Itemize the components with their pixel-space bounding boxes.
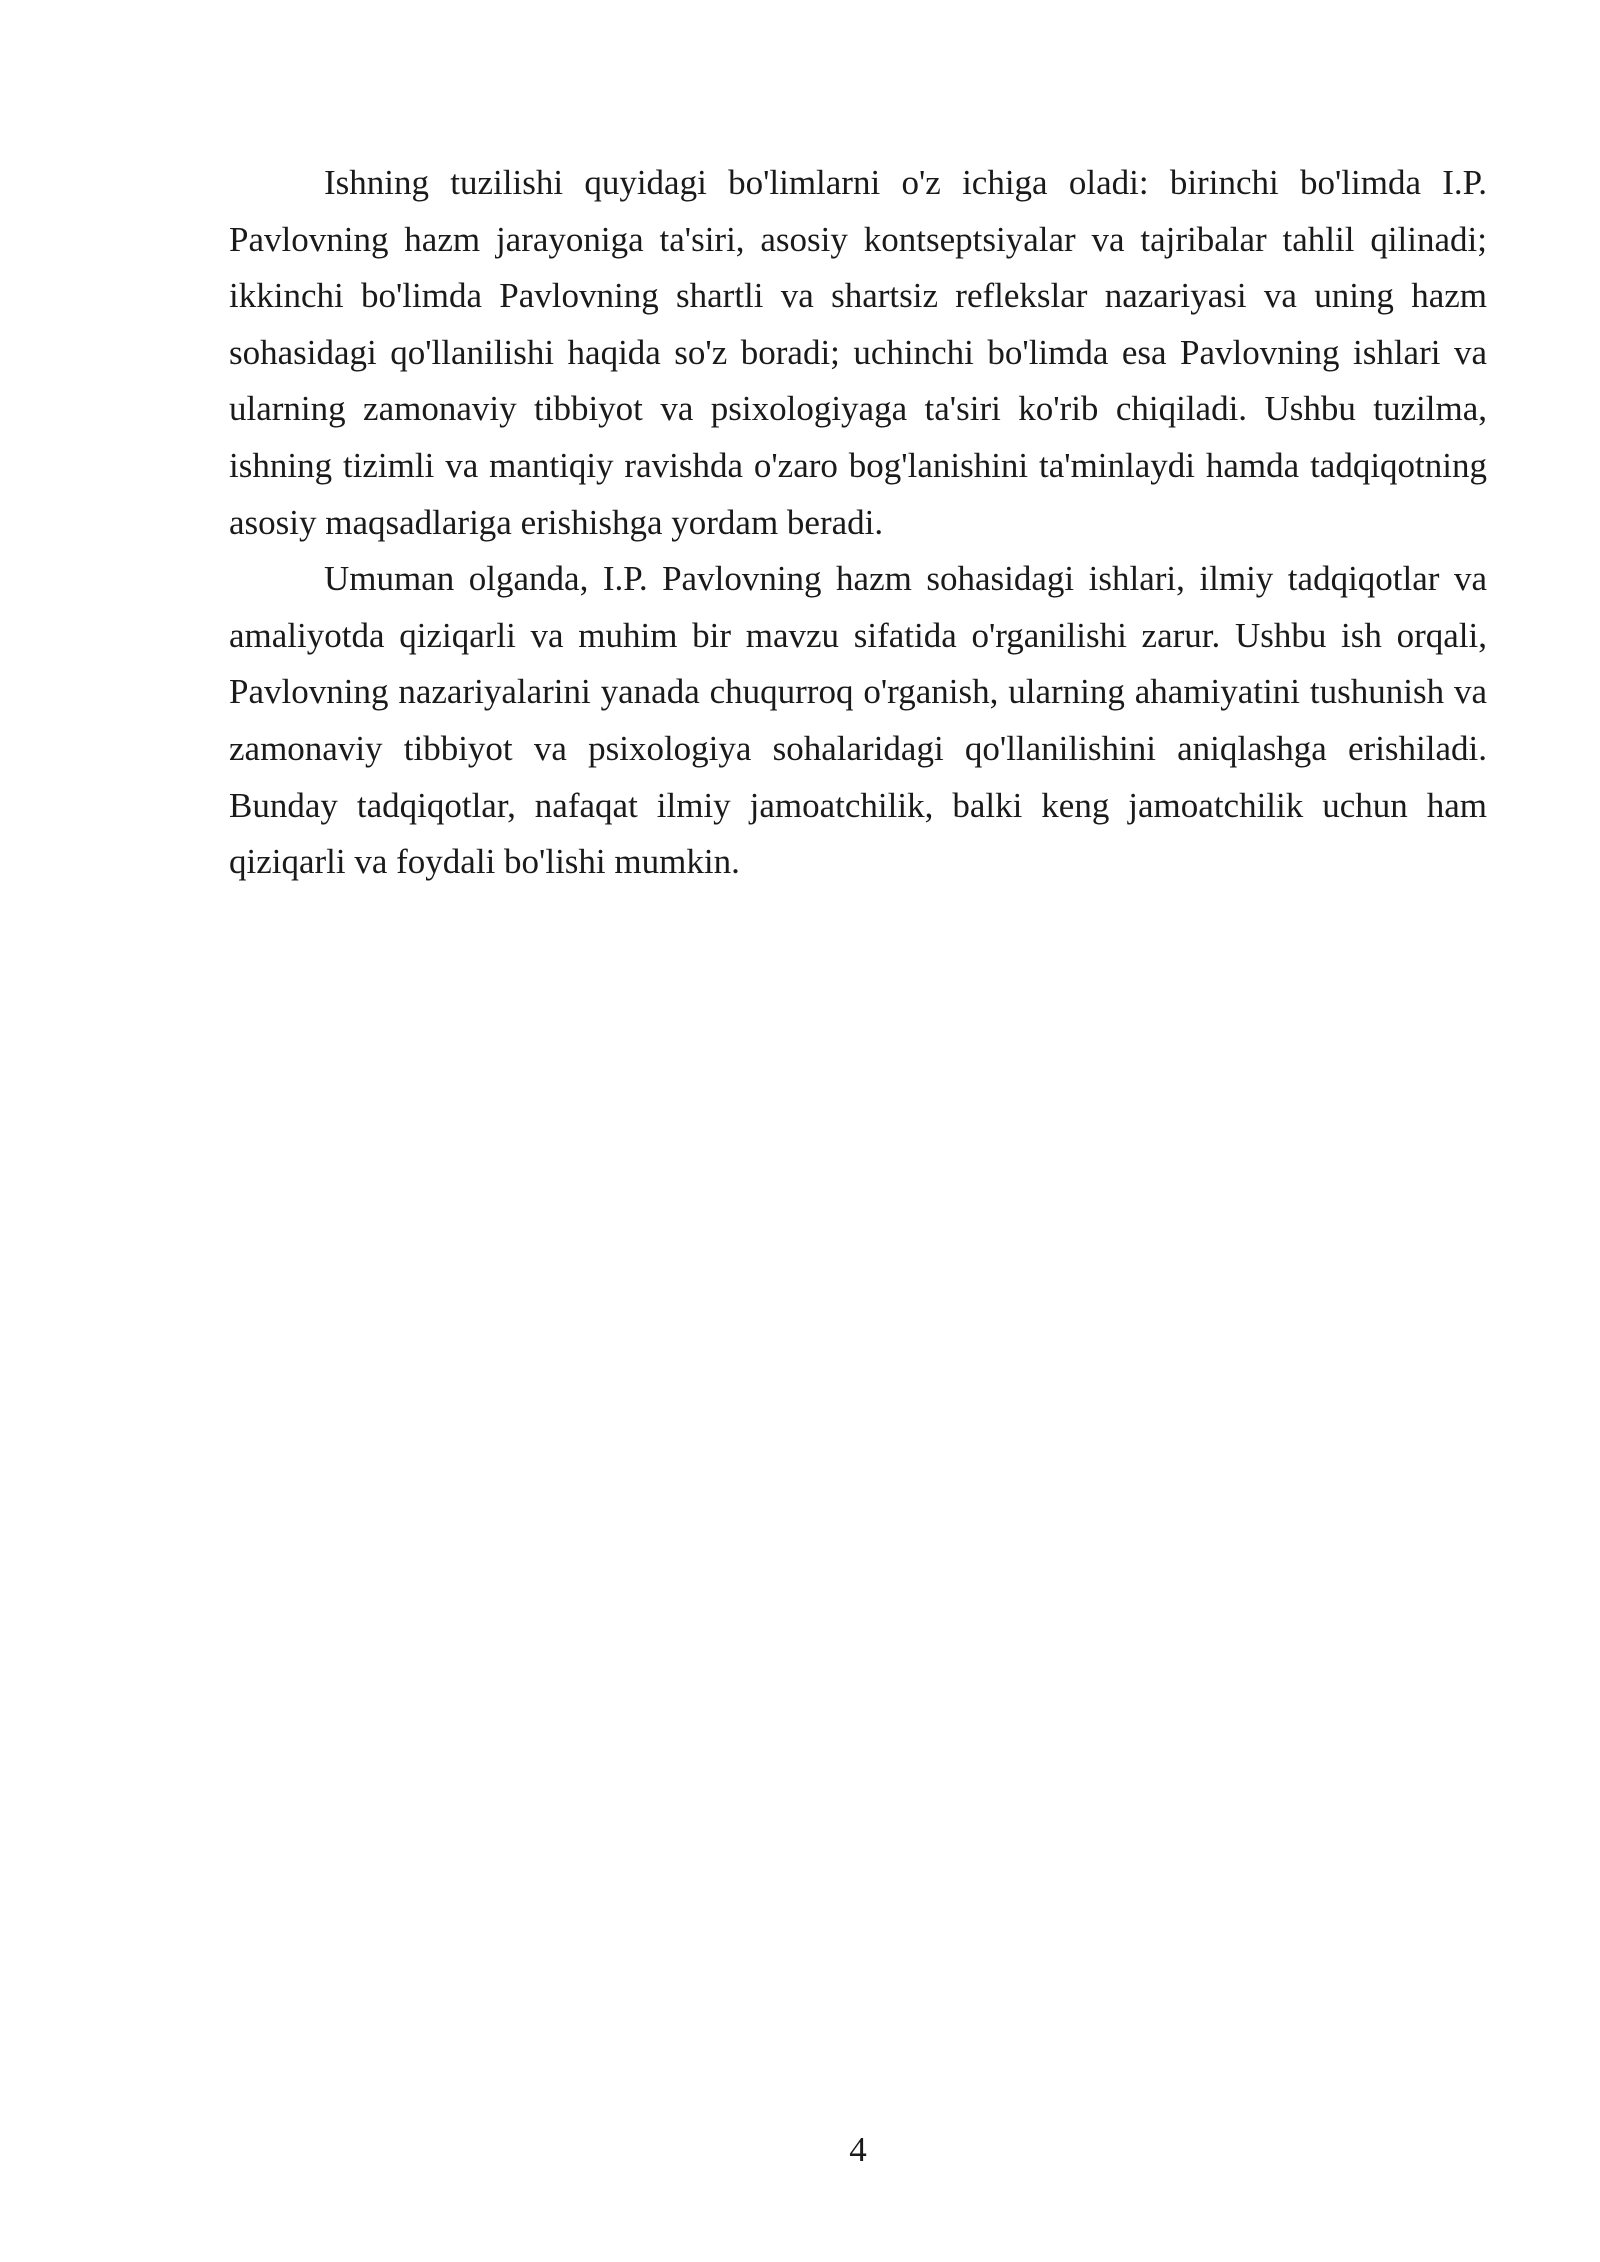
paragraph-conclusion: Umuman olganda, I.P. Pavlovning hazm sohasidagi ishlari, ilmiy tadqiqotlar va amaliyotda qiziqarli va muhim bir mavzu sifatida o'rganilishi zarur. Ushbu ish orqali, Pavlovning nazariyalarini yanada chuqurroq o'rganish, ularning ahamiyatini tushunish va zamonaviy tibbiyot va psixologiya sohalaridagi qo'llanilishini aniqlashga erishiladi. Bunday tadqiqotlar, nafaqat ilmiy jamoatchilik, balki keng jamoatchilik uchun ham qiziqarli va foydali bo'lishi mumkin. [229,559,1487,882]
paragraph-structure: Ishning tuzilishi quyidagi bo'limlarni o'z ichiga oladi: birinchi bo'limda I.P. Pavlovning hazm jarayoniga ta'siri, asosiy kontseptsiyalar va tajribalar tahlil qilinadi; ikkinchi bo'limda Pavlovning shartli va shartsiz reflekslar nazariyasi va uning hazm sohasidagi qo'llanilishi haqida so'z boradi; uchinchi bo'limda esa Pavlovning ishlari va ularning zamonaviy tibbiyot va psixologiyaga ta'siri ko'rib chiqiladi. Ushbu tuzilma, ishning tizimli va mantiqiy ravishda o'zaro bog'lanishini ta'minlaydi hamda tadqiqotning asosiy maqsadlariga erishishga yordam beradi. [229,163,1487,542]
page-number: 4 [849,2130,867,2169]
body-text [229,155,1487,891]
